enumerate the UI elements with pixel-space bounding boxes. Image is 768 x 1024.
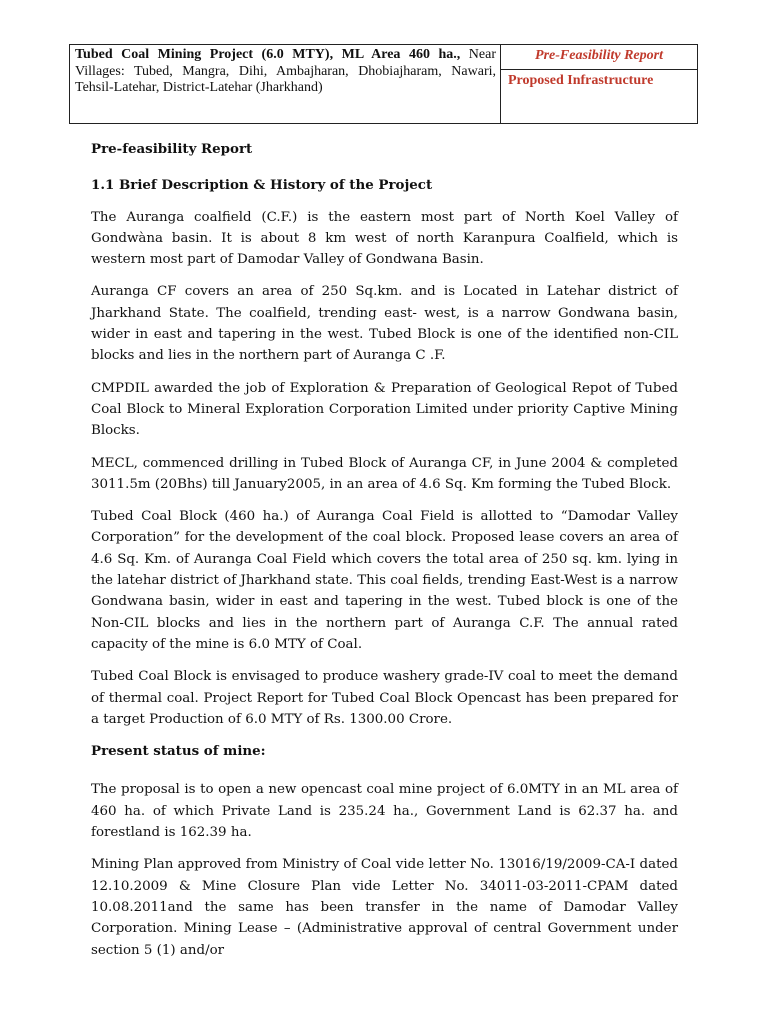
project-title-bold: Tubed Coal Mining Project (6.0 MTY), ML Area 460 ha., <box>75 47 461 62</box>
report-info-cell <box>501 45 697 123</box>
paragraph: Tubed Coal Block (460 ha.) of Auranga Coal Field is allotted to “Damodar Valley Corporation” for the development of the coal block. Proposed lease covers an area of 4.6 Sq. Km. of Auranga Coal Field which covers the total area of 250 sq. km. lying in the latehar district of Jharkhand state. This coal fields, trending East-West is a narrow Gondwana basin, wider in east and tapering in the west. Tubed block is one of the Non-CIL blocks and lies in the northern part of Auranga C.F. The annual rated capacity of the mine is 6.0 MTY of Coal. <box>91 509 678 652</box>
document-body <box>91 139 678 972</box>
section-heading: 1.1 Brief Description & History of the Project <box>91 177 433 194</box>
project-location: Near Villages: Tubed, Mangra, Dihi, Ambajharan, Dhobiajharam, Nawari, Tehsil-Latehar, District-Latehar (Jharkhand) <box>75 47 496 95</box>
paragraph: MECL, commenced drilling in Tubed Block of Auranga CF, in June 2004 & completed 3011.5m (20Bhs) till January2005, in an area of 4.6 Sq. Km forming the Tubed Block. <box>91 455 678 492</box>
document-title: Pre-feasibility Report <box>91 141 253 157</box>
paragraph: Tubed Coal Block is envisaged to produce washery grade-IV coal to meet the demand of thermal coal. Project Report for Tubed Coal Block Opencast has been prepared for a target Production of 6.0 MTY of Rs. 1300.00 Crore. <box>91 669 678 727</box>
document-header-table <box>69 44 698 124</box>
paragraph: Auranga CF covers an area of 250 Sq.km. and is Located in Latehar district of Jharkhand State. The coalfield, trending east- west, is a narrow Gondwana basin, wider in east and tapering in the west. Tubed Block is one of the identified non-CIL blocks and lies in the northern part of Auranga C .F. <box>91 284 678 364</box>
paragraph: Mining Plan approved from Ministry of Coal vide letter No. 13016/19/2009-CA-I dated 12.10.2009 & Mine Closure Plan vide Letter No. 34011-03-2011-CPAM dated 10.08.2011and the same has been transfer in the name of Damodar Valley Corporation. Mining Lease – (Administrative approval of central Government under section 5 (1) and/or <box>91 857 678 958</box>
section-label: Proposed Infrastructure <box>508 73 654 88</box>
status-heading: Present status of mine: <box>91 743 266 760</box>
paragraph: The proposal is to open a new opencast coal mine project of 6.0MTY in an ML area of 460 ha. of which Private Land is 235.24 ha., Government Land is 62.37 ha. and forestland is 162.39 ha. <box>91 782 678 841</box>
paragraph: The Auranga coalfield (C.F.) is the eastern most part of North Koel Valley of Gondwàna basin. It is about 8 km west of north Karanpura Coalfield, which is western most part of Damodar Valley of Gondwana Basin. <box>91 209 678 268</box>
report-type-label: Pre-Feasibility Report <box>501 45 697 70</box>
paragraph: CMPDIL awarded the job of Exploration & Preparation of Geological Repot of Tubed Coal Block to Mineral Exploration Corporation Limited under priority Captive Mining Blocks. <box>91 380 678 439</box>
project-title-cell <box>70 45 501 123</box>
